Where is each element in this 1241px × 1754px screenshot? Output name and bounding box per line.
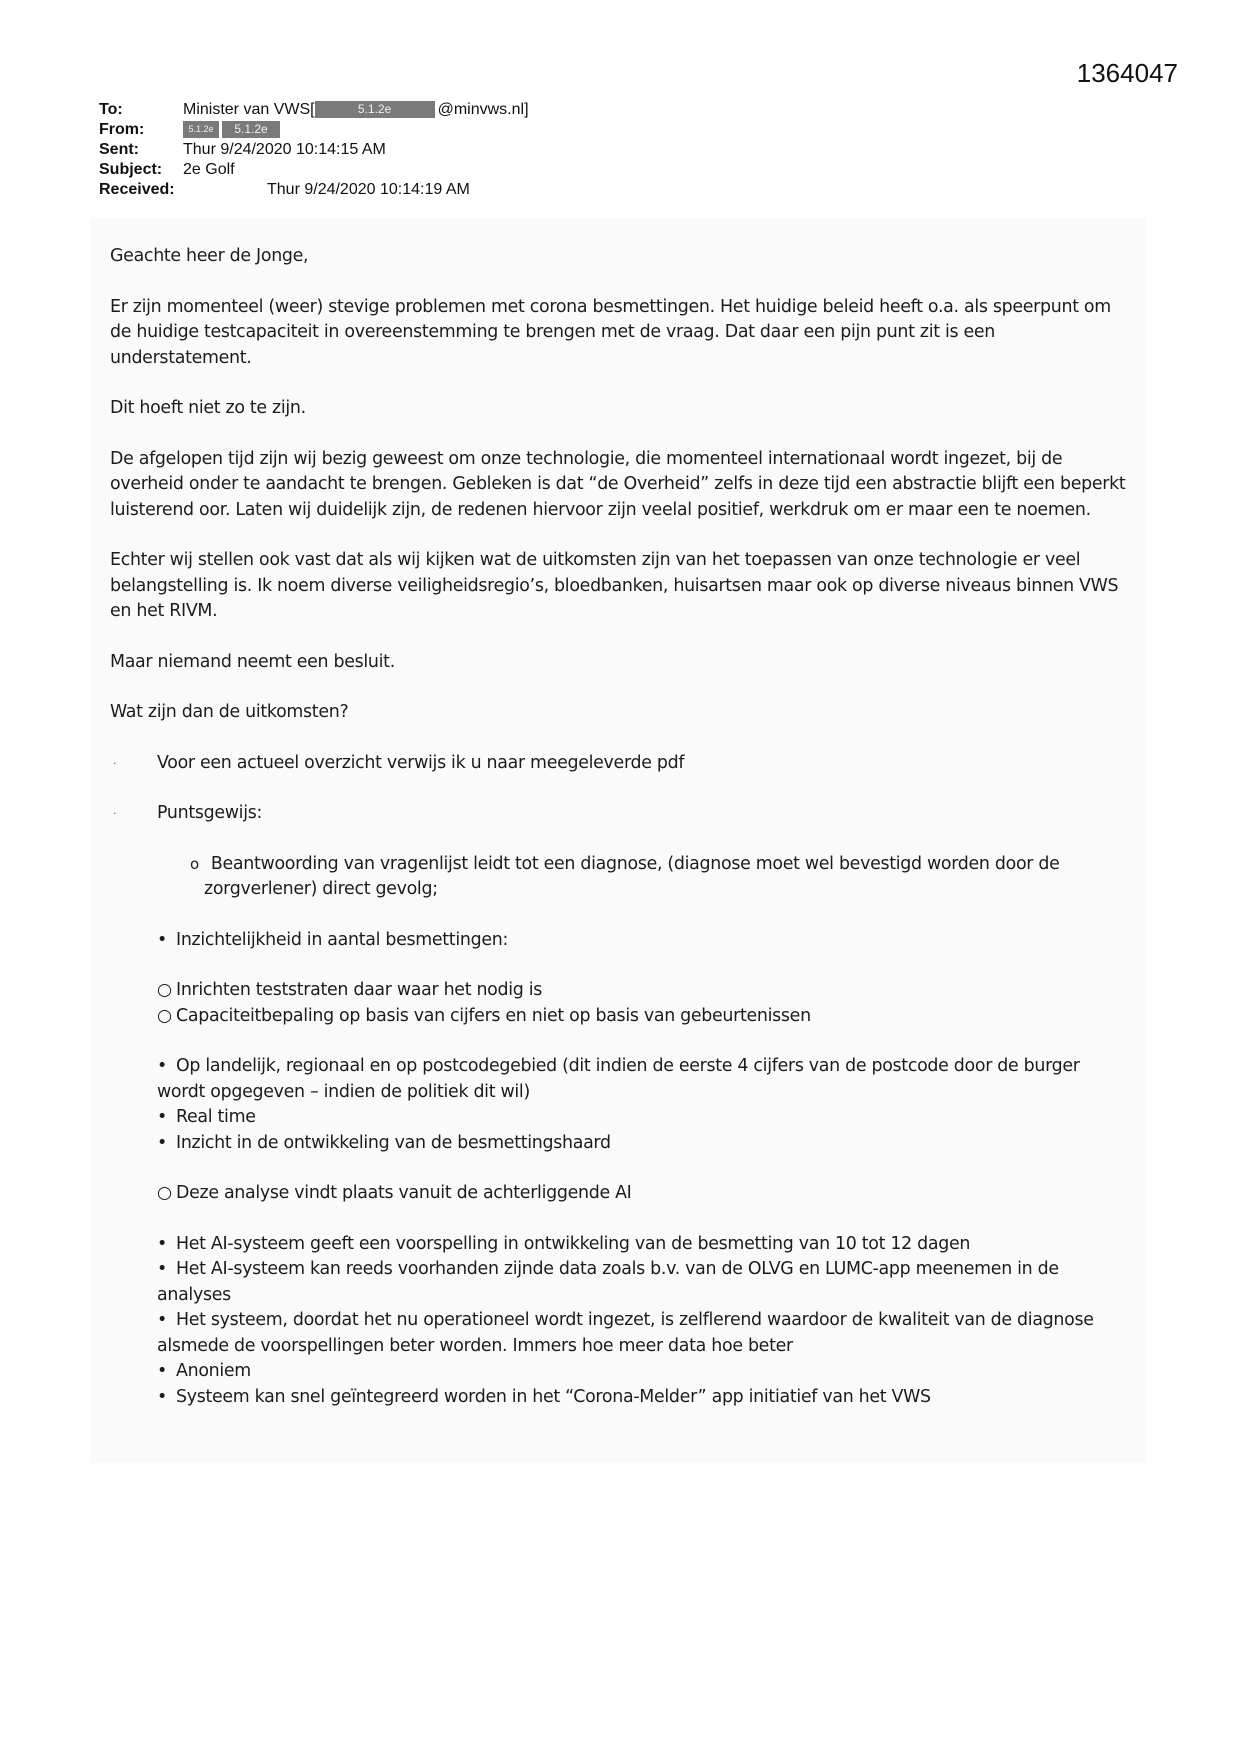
bullet-icon: • (157, 1132, 167, 1153)
list-item-text: Inzicht in de ontwikkeling van de besmettingshaard (176, 1132, 611, 1153)
list-item (110, 801, 1130, 827)
list-item-text: Anoniem (176, 1361, 251, 1381)
list-item (110, 928, 1130, 954)
redaction-box: 5.1.2e (315, 101, 435, 118)
to-prefix: Minister van VWS[ (183, 101, 315, 118)
subject-row (99, 160, 699, 180)
list-item-text: Inrichten teststraten daar waar het nodig is (176, 980, 543, 1000)
list-item-text: Capaciteitbepaling op basis van cijfers en niet op basis van gebeurtenissen (176, 1005, 811, 1026)
list-item-text: Inzichtelijkheid in aantal besmettingen: (176, 929, 509, 950)
to-row (99, 100, 699, 120)
redaction-box: 5.1.2e (183, 121, 219, 138)
message-body (110, 244, 1130, 1410)
list-item-text: Puntsgewijs: (157, 803, 263, 823)
circle-bullet-icon: o (190, 854, 199, 873)
sent-row (99, 140, 699, 160)
bullet-dot-icon: · (113, 807, 117, 820)
received-label: Received: (99, 181, 175, 198)
paragraph: Maar niemand neemt een besluit. (110, 651, 395, 672)
list-item-text: Het AI-systeem kan reeds voorhanden zijnde data zoals b.v. van de OLVG en LUMC-app meenemen in de analyses (157, 1259, 1059, 1305)
bullet-dot-icon: · (113, 756, 117, 770)
paragraph: Wat zijn dan de uitkomsten? (110, 702, 349, 722)
bullet-icon: • (157, 929, 167, 950)
list-item (110, 1385, 1130, 1411)
from-label: From: (99, 121, 145, 138)
list-item (110, 1004, 1130, 1030)
circle-bullet-icon: ○ (157, 980, 172, 1000)
paragraph: Er zijn momenteel (weer) stevige problemen met corona besmettingen. Het huidige beleid heeft o.a. als speerpunt om de huidige testcapaciteit in overeenstemming te brengen met de vraag. Dat daar een pijn punt zit is een understatement. (110, 296, 1111, 368)
salutation: Geachte heer de Jonge, (110, 246, 309, 266)
list-item-text: Voor een actueel overzicht verwijs ik u naar meegeleverde pdf (157, 752, 685, 773)
list-item (110, 1232, 1130, 1258)
from-row (99, 120, 699, 140)
circle-bullet-icon: ○ (157, 1183, 172, 1203)
list-item-text: Systeem kan snel geïntegreerd worden in het “Corona-Melder” app initiatief van het VWS (176, 1386, 931, 1407)
list-item (110, 1359, 1130, 1385)
to-label: To: (99, 101, 123, 118)
to-value (183, 100, 529, 120)
list-item-text: Op landelijk, regionaal en op postcodegebied (dit indien de eerste 4 cijfers van de postcode door de burger wordt opgegeven – indien de politiek dit wil) (157, 1056, 1080, 1102)
list-item (110, 1257, 1130, 1308)
list-item (110, 978, 1130, 1004)
bullet-icon: • (157, 1056, 167, 1076)
list-item (110, 1181, 1130, 1207)
list-item (110, 1131, 1130, 1157)
document-number: 1364047 (1076, 58, 1178, 88)
sent-label: Sent: (99, 141, 139, 158)
to-suffix: @minvws.nl] (437, 101, 529, 118)
bullet-icon: • (157, 1259, 167, 1279)
paragraph: Dit hoeft niet zo te zijn. (110, 398, 306, 418)
list-item-text: Deze analyse vindt plaats vanuit de achterliggende AI (176, 1183, 632, 1203)
bullet-icon: • (157, 1233, 167, 1254)
received-row (99, 180, 699, 200)
circle-bullet-icon: ○ (157, 1005, 172, 1026)
list-item-text: Real time (176, 1107, 256, 1127)
bullet-icon: • (157, 1107, 167, 1127)
redaction-box: 5.1.2e (222, 121, 280, 138)
list-item-text: Het AI-systeem geeft een voorspelling in ontwikkeling van de besmetting van 10 tot 12 dagen (176, 1233, 971, 1254)
paragraph: Echter wij stellen ook vast dat als wij kijken wat de uitkomsten zijn van het toepassen van onze technologie er veel belangstelling is. Ik noem diverse veiligheidsregio’s, bloedbanken, huisartsen maar ook op diverse niveaus binnen VWS en het RIVM. (110, 550, 1119, 621)
sub-list-item (110, 852, 1130, 903)
paragraph: De afgelopen tijd zijn wij bezig geweest om onze technologie, die momenteel internationaal wordt ingezet, bij de overheid onder te aandacht te brengen. Gebleken is dat “de Overheid” zelfs in deze tijd een abstractie blijft een beperkt luisterend oor. Laten wij duidelijk zijn, de redenen hiervoor zijn veelal positief, werkdruk om er maar een te noemen. (110, 448, 1126, 520)
list-item-text: Het systeem, doordat het nu operationeel wordt ingezet, is zelflerend waardoor de kwaliteit van de diagnose alsmede de voorspellingen beter worden. Immers hoe meer data hoe beter (157, 1310, 1094, 1356)
received-value: Thur 9/24/2020 10:14:19 AM (267, 181, 470, 198)
list-item (110, 1105, 1130, 1131)
list-item-text: Beantwoording van vragenlijst leidt tot een diagnose, (diagnose moet wel bevestigd worden door de zorgverlener) direct gevolg; (204, 853, 1060, 899)
sent-value: Thur 9/24/2020 10:14:15 AM (183, 141, 386, 158)
bullet-icon: • (157, 1386, 167, 1407)
subject-value: 2e Golf (183, 161, 235, 178)
email-header (99, 100, 699, 200)
list-item (110, 1054, 1130, 1105)
subject-label: Subject: (99, 161, 163, 178)
from-value (183, 120, 283, 140)
bullet-icon: • (157, 1310, 167, 1330)
list-item (110, 751, 1130, 777)
bullet-icon: • (157, 1361, 167, 1381)
list-item (110, 1308, 1130, 1359)
